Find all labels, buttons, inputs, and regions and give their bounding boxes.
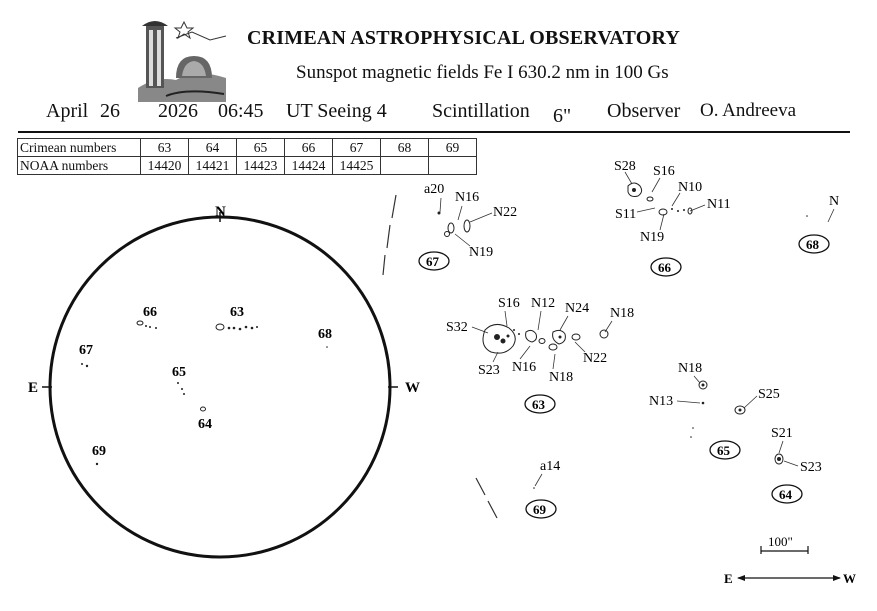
seeing-label: UT Seeing 4 — [286, 100, 387, 122]
label-s32: S32 — [446, 320, 468, 335]
observer-label: Observer — [607, 100, 681, 122]
direction-arrow — [724, 571, 856, 586]
table-cell: 69 — [429, 139, 477, 157]
crimean-numbers-label: Crimean numbers — [18, 139, 141, 157]
label-n16: N16 — [512, 360, 537, 375]
region-63-closeup — [446, 296, 634, 413]
table-cell: 68 — [381, 139, 429, 157]
table-cell: 14424 — [285, 157, 333, 175]
page-title: CRIMEAN ASTROPHYSICAL OBSERVATORY — [247, 27, 681, 49]
table-cell: 14423 — [237, 157, 285, 175]
direction-east-label: E — [724, 571, 733, 586]
date-year: 2026 — [158, 100, 198, 122]
solar-disk — [50, 217, 390, 557]
label-n10: N10 — [678, 180, 703, 195]
label-a14: a14 — [540, 459, 561, 474]
scale-bar — [761, 534, 808, 554]
table-cell: 65 — [237, 139, 285, 157]
disk-east-label: E — [28, 380, 39, 396]
region-63-id: 63 — [532, 397, 545, 412]
region-64-id: 64 — [779, 487, 792, 502]
region-69-closeup — [526, 459, 560, 518]
region-66-closeup — [614, 159, 731, 276]
label-n18: N18 — [549, 370, 574, 385]
table-cell: 66 — [285, 139, 333, 157]
label-n16: N16 — [455, 190, 480, 205]
label-n12: N12 — [531, 296, 556, 311]
direction-west-label: W — [843, 571, 856, 586]
disk-region-67: 67 — [79, 343, 93, 358]
region-65-id: 65 — [717, 443, 730, 458]
table-cell: 14421 — [189, 157, 237, 175]
table-cell: 14425 — [333, 157, 381, 175]
disk-north-label: N — [215, 204, 226, 220]
label-n22: N22 — [493, 205, 518, 220]
table-cell: 14420 — [141, 157, 189, 175]
label-n: N — [829, 194, 840, 209]
region-68-id: 68 — [806, 237, 819, 252]
region-68-closeup — [799, 194, 839, 253]
label-n24: N24 — [565, 301, 590, 316]
label-s16: S16 — [498, 296, 520, 311]
observer-name: O. Andreeva — [700, 100, 797, 121]
date-day: 26 — [100, 100, 120, 122]
label-n19: N19 — [640, 230, 665, 245]
label-n22: N22 — [583, 351, 608, 366]
table-cell: 64 — [189, 139, 237, 157]
date-month: April — [46, 100, 89, 122]
label-n13: N13 — [649, 394, 674, 409]
noaa-numbers-label: NOAA numbers — [18, 157, 141, 175]
label-n19: N19 — [469, 245, 494, 260]
table-cell: 63 — [141, 139, 189, 157]
disk-region-65: 65 — [172, 365, 186, 380]
label-s23: S23 — [800, 460, 822, 475]
disk-region-64: 64 — [198, 417, 212, 432]
disk-region-69: 69 — [92, 444, 106, 459]
page-subtitle: Sunspot magnetic fields Fe I 630.2 nm in 100 Gs — [296, 62, 669, 83]
scintillation-label: Scintillation — [432, 100, 530, 122]
label-a20: a20 — [424, 182, 445, 197]
scale-label: 100" — [768, 534, 793, 549]
disk-west-label: W — [405, 380, 420, 396]
table-cell: 67 — [333, 139, 381, 157]
disk-spots — [81, 321, 328, 465]
label-s21: S21 — [771, 426, 793, 441]
label-s28: S28 — [614, 159, 636, 174]
scintillation-value: 6" — [553, 105, 572, 127]
limb-dash-67 — [383, 195, 396, 275]
disk-region-68: 68 — [318, 327, 332, 342]
disk-region-63: 63 — [230, 305, 244, 320]
label-s25: S25 — [758, 387, 780, 402]
region-66-id: 66 — [658, 260, 671, 275]
region-67-closeup — [419, 182, 517, 270]
region-67-id: 67 — [426, 254, 439, 269]
obs-time: 06:45 — [218, 100, 264, 122]
disk-region-66: 66 — [143, 305, 157, 320]
region-65-closeup — [649, 361, 780, 459]
region-64-closeup — [771, 426, 822, 503]
label-s23: S23 — [478, 363, 500, 378]
label-n11: N11 — [707, 197, 731, 212]
label-s16: S16 — [653, 164, 675, 179]
limb-dash-69 — [476, 478, 497, 518]
label-s11: S11 — [615, 207, 637, 222]
label-n18: N18 — [610, 306, 635, 321]
region-69-id: 69 — [533, 502, 546, 517]
label-n18: N18 — [678, 361, 703, 376]
